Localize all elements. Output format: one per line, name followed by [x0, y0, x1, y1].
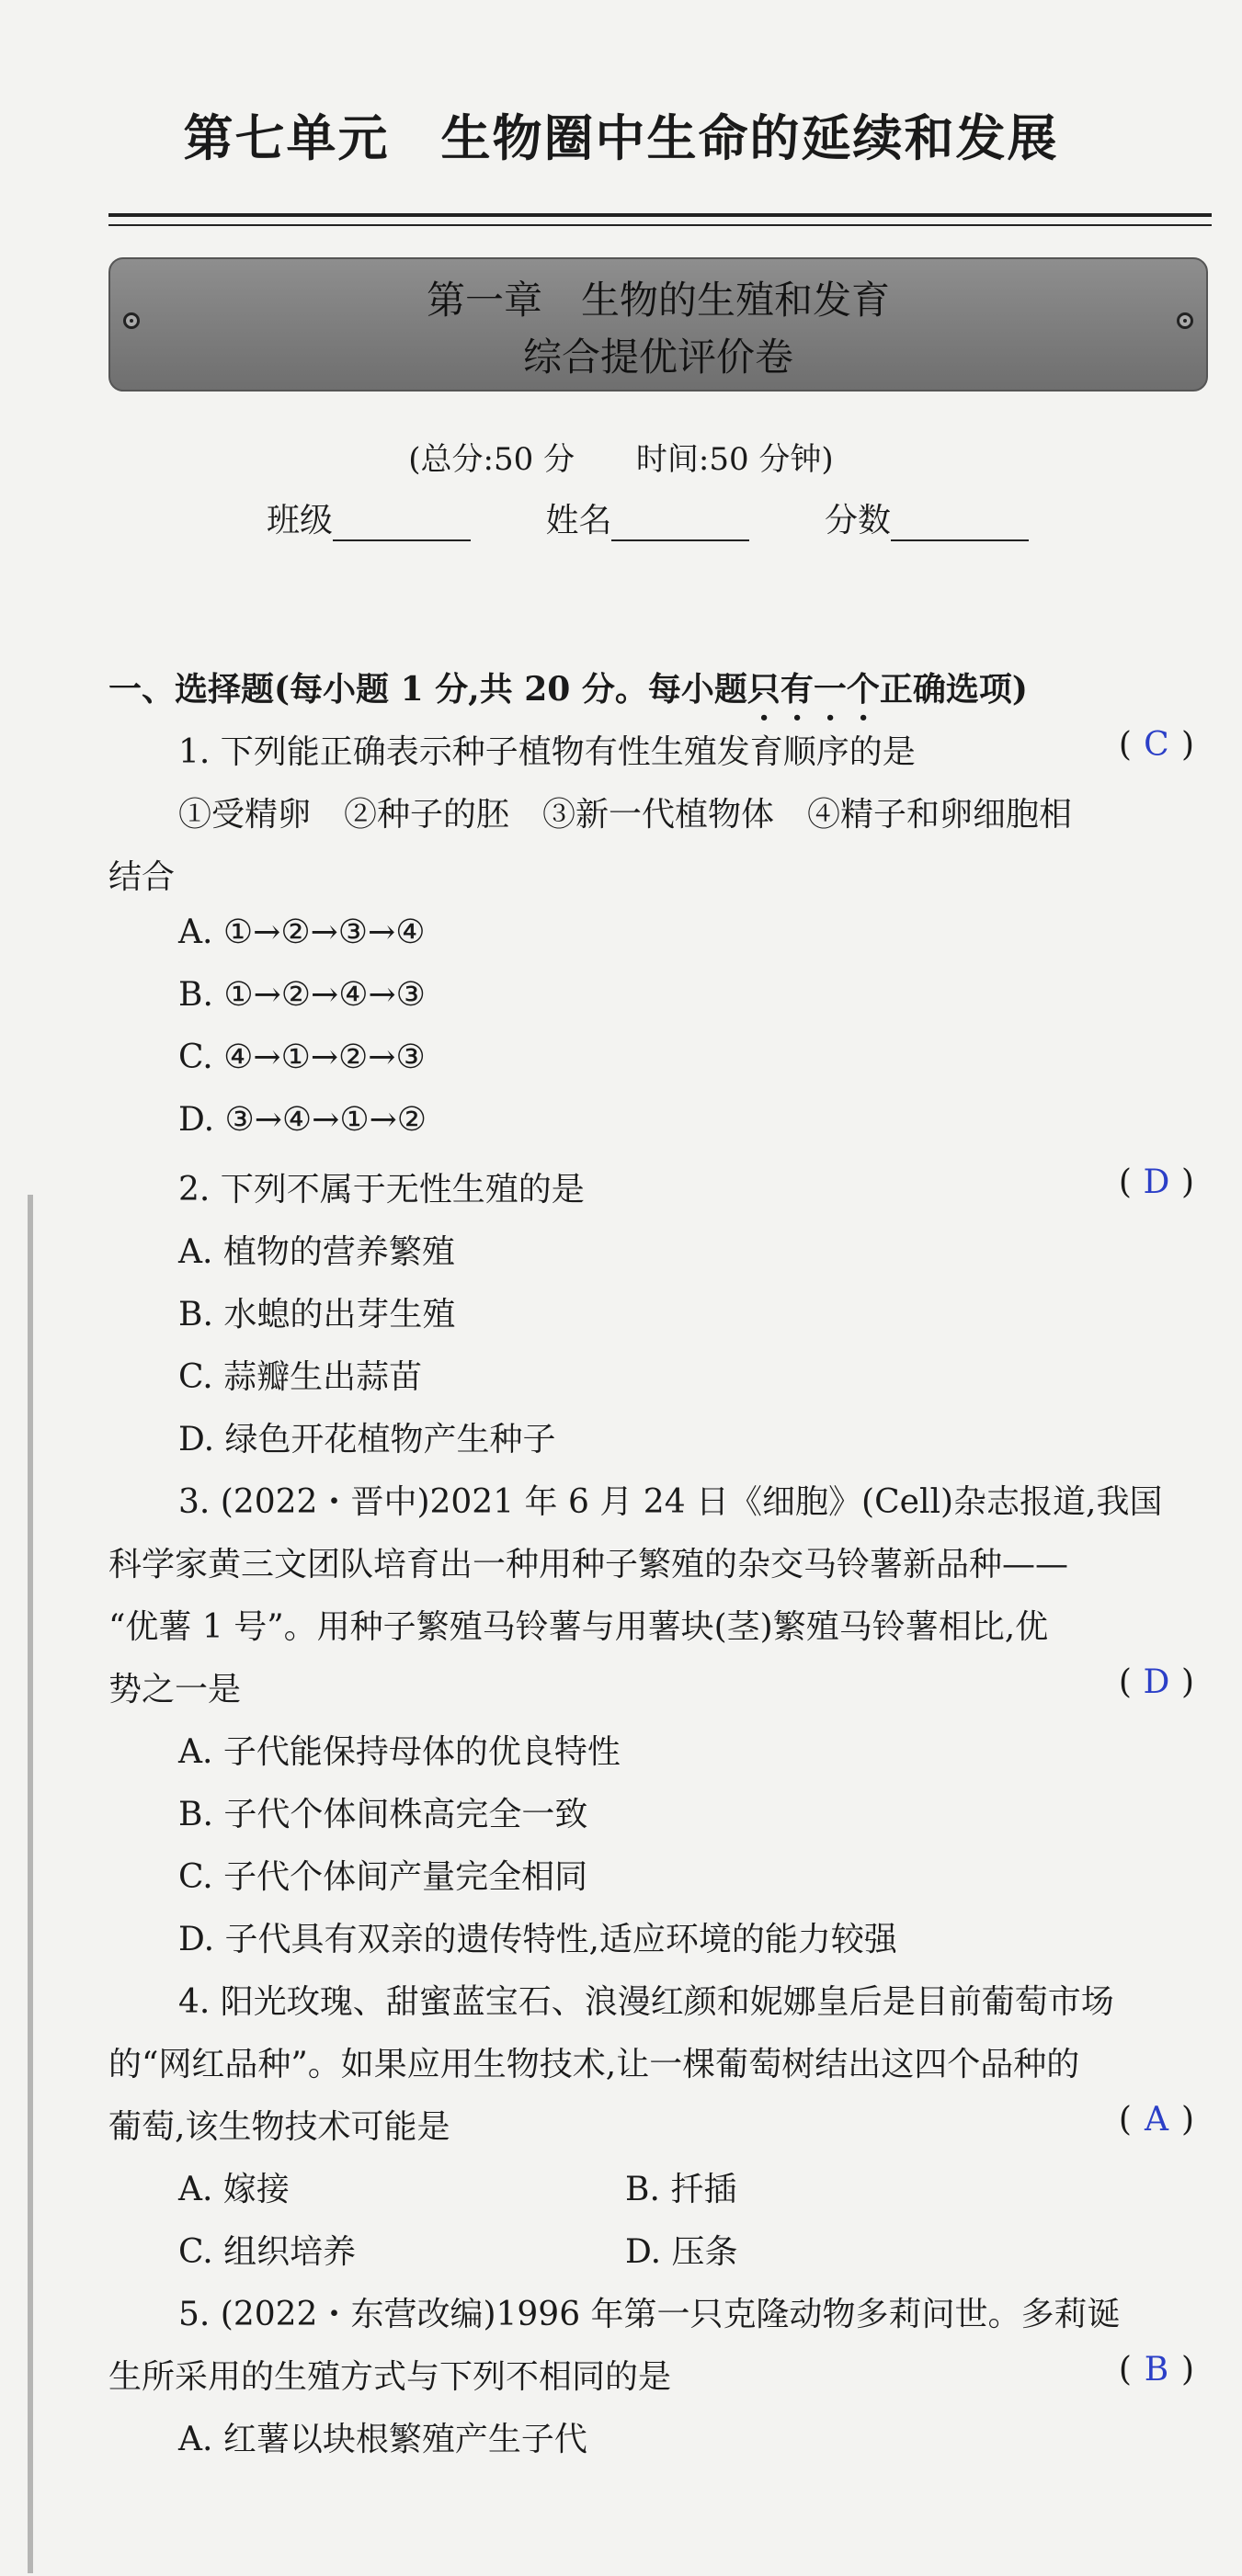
q4-option-a: A. 嫁接	[178, 2171, 290, 2208]
class-blank[interactable]	[333, 506, 471, 541]
q2-option-c: C. 蒜瓣生出蒜苗	[178, 1358, 423, 1396]
q3-stem-2: 科学家黄三文团队培育出一种用种子繁殖的杂交马铃薯新品种——	[108, 1546, 1069, 1583]
chapter-banner	[108, 257, 1208, 392]
unit-title: 第七单元 生物圈中生命的延续和发展	[183, 108, 1059, 167]
exam-meta	[0, 434, 1242, 479]
q3-option-a: A. 子代能保持母体的优良特性	[178, 1733, 621, 1771]
q4-option-b: B. 扦插	[625, 2171, 737, 2208]
q3-option-d: D. 子代具有双亲的遗传特性,适应环境的能力较强	[178, 1921, 897, 1958]
score-label: 分数	[824, 502, 891, 539]
q1-option-d: D. ③→④→①→②	[178, 1101, 427, 1139]
q1-option-a: A. ①→②→③→④	[178, 914, 426, 951]
q2-option-a: A. 植物的营养繁殖	[178, 1233, 455, 1271]
q4-answer: ( A )	[1118, 2101, 1194, 2139]
q5-stem-2: 生所采用的生殖方式与下列不相同的是	[108, 2358, 672, 2396]
q4-option-c: C. 组织培养	[178, 2233, 357, 2271]
q1-answer: ( C )	[1118, 726, 1194, 764]
q4-option-d: D. 压条	[625, 2233, 738, 2271]
section-heading: 一、选择题(每小题 1 分,共 20 分。每小题只有一个正确选项)	[108, 670, 1028, 709]
score-blank[interactable]	[891, 506, 1029, 541]
time-limit: 时间:50 分钟)	[635, 441, 834, 478]
title-rule-thick	[108, 213, 1212, 217]
scan-edge-shadow	[28, 1195, 33, 2573]
q5-stem-1: 5. (2022・东营改编)1996 年第一只克隆动物多莉问世。多莉诞	[178, 2296, 1121, 2333]
q3-answer: ( D )	[1118, 1663, 1194, 1701]
q3-stem-4: 势之一是	[108, 1671, 242, 1708]
q4-stem-2: 的“网红品种”。如果应用生物技术,让一棵葡萄树结出这四个品种的	[108, 2046, 1080, 2083]
q2-stem: 2. 下列不属于无性生殖的是	[178, 1171, 585, 1209]
q2-option-b: B. 水螅的出芽生殖	[178, 1296, 456, 1333]
q3-stem-1: 3. (2022・晋中)2021 年 6 月 24 日《细胞》(Cell)杂志报道,我国	[178, 1483, 1163, 1521]
q2-option-d: D. 绿色开花植物产生种子	[178, 1421, 556, 1458]
q4-stem-1: 4. 阳光玫瑰、甜蜜蓝宝石、浪漫红颜和妮娜皇后是目前葡萄市场	[178, 1983, 1114, 2021]
q5-answer: ( B )	[1118, 2351, 1194, 2389]
emphasis-text: 只有一个	[746, 670, 880, 709]
q4-stem-3: 葡萄,该生物技术可能是	[108, 2108, 450, 2146]
title-rule-thin	[108, 224, 1212, 226]
total-score: (总分:50 分	[408, 441, 575, 478]
q3-option-c: C. 子代个体间产量完全相同	[178, 1858, 588, 1896]
chapter-subtitle: 综合提优评价卷	[522, 335, 793, 380]
class-label: 班级	[267, 502, 334, 539]
q2-answer: ( D )	[1118, 1163, 1194, 1201]
q1-option-b: B. ①→②→④→③	[178, 976, 426, 1014]
name-label: 姓名	[545, 502, 612, 539]
q5-option-a: A. 红薯以块根繁殖产生子代	[178, 2421, 587, 2458]
q1-items: ①受精卵 ②种子的胚 ③新一代植物体 ④精子和卵细胞相	[178, 796, 1073, 834]
q1-stem: 1. 下列能正确表示种子植物有性生殖发育顺序的是	[178, 733, 916, 771]
q3-stem-3: “优薯 1 号”。用种子繁殖马铃薯与用薯块(茎)繁殖马铃薯相比,优	[108, 1608, 1049, 1646]
chapter-title: 第一章 生物的生殖和发育	[426, 278, 890, 323]
q3-option-b: B. 子代个体间株高完全一致	[178, 1796, 588, 1833]
q1-option-c: C. ④→①→②→③	[178, 1038, 426, 1076]
name-blank[interactable]	[611, 506, 749, 541]
q1-items-cont: 结合	[108, 858, 176, 896]
student-fields	[267, 494, 1093, 541]
